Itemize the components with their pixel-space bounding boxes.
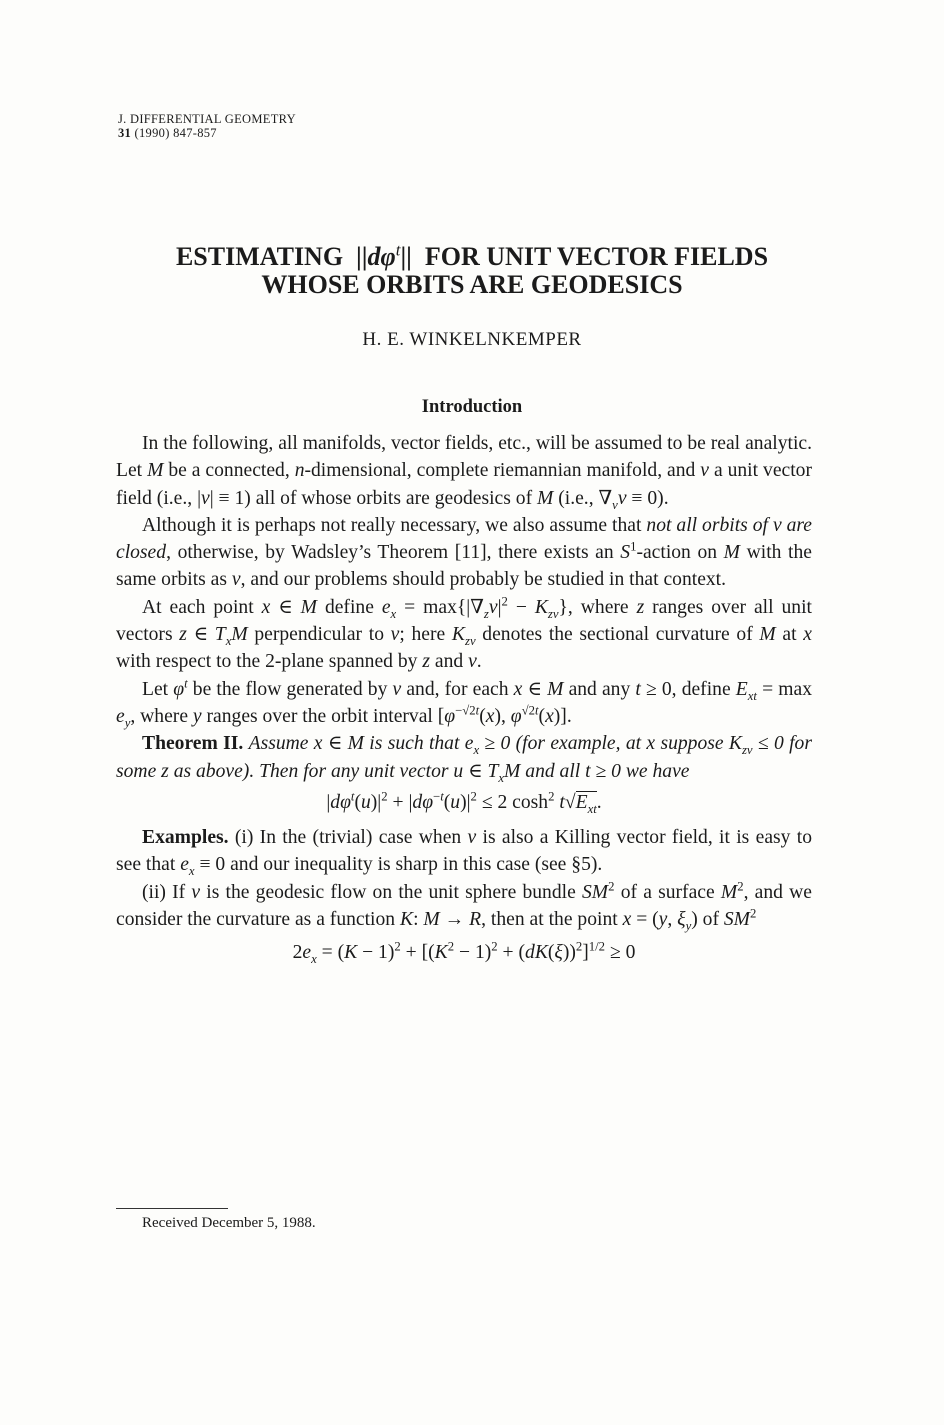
journal-name: J. DIFFERENTIAL GEOMETRY	[118, 112, 296, 126]
journal-header	[118, 112, 296, 140]
paragraph-2: Although it is perhaps not really necessary, we also assume that not all orbits of v are closed, otherwise, by Wadsley’s Theorem [11], there exists an $S^1$-action on M with the same orbits as v, and our problems should probably be studied in that context.	[116, 514, 813, 591]
journal-volume-line	[118, 126, 296, 140]
theorem-label: Theorem II.	[142, 733, 244, 755]
paragraph-4: Let $\varphi^t$ be the flow generated by v and, for each x ∈ M and any t ≥ 0, define $E_{xt} = \max e_y$, where y ranges over the orbit interval [$\varphi^{-√2t}(x)$, $\varphi^{√2t}(x)$].	[116, 676, 812, 730]
paper-title	[100, 240, 844, 299]
author-name: H. E. WINKELNKEMPER	[362, 329, 582, 350]
footnote-rule	[116, 1208, 228, 1209]
title-line-1: ESTIMATING $||d\varphi^t||$ FOR UNIT VECTOR FIELDS	[175, 240, 769, 271]
example-ii-equation: $2e_x = (K - 1)^2 + [(K^2 - 1)^2 + (dK(\xi))^2]^{1/2} \ge 0$	[292, 939, 636, 967]
paragraph-1: In the following, all manifolds, vector fields, etc., will be assumed to be real analytic. Let M be a connected, n-dimensional, complete riemannian manifold, and v a unit vector field (i.e., |v| ≡ 1) all of whose orbits are geodesics of M (i.e., $\nabla_vv \equiv 0$).	[116, 433, 812, 512]
body-text	[116, 430, 812, 967]
examples-paragraph: Examples. (i) In the (trivial) case when v is also a Killing vector field, it is easy to see that $e_x \equiv 0$ and our inequality is sharp in this case (see §5).	[116, 827, 812, 879]
theorem-2: Theorem II. Assume x ∈ M is such that $e_x \ge 0$ (for example, at x suppose $K_{zv} \le 0$ for some z as above). Then for any unit vector u ∈ $T_xM$ and all t ≥ 0 we have	[116, 733, 812, 785]
section-heading: Introduction	[421, 397, 523, 417]
examples-label: Examples.	[142, 827, 229, 849]
paragraph-3: At each point x ∈ M define $e_x = \max\{|\nabla_zv|^2 - K_{zv}\}$, where z ranges over all unit vectors z ∈ $T_xM$ perpendicular to v; here $K_{zv}$ denotes the sectional curvature of M at x with respect to the 2-plane spanned by z and v.	[116, 594, 812, 673]
example-ii: (ii) If v is the geodesic flow on the unit sphere bundle $SM^2$ of a surface $M^2$, and we consider the curvature as a function K: M → R, then at the point x = (y, $\xi_y$) of $SM^2$	[116, 879, 812, 933]
theorem-equation: $|d\varphi^t(u)|^2 + |d\varphi^{-t}(u)|^2 \le 2$ $\cosh^2 t√E_{xt}$.	[326, 789, 602, 816]
journal-volume: 31	[118, 126, 132, 140]
footnote: Received December 5, 1988.	[142, 1215, 316, 1231]
title-line-2: WHOSE ORBITS ARE GEODESICS	[261, 270, 683, 299]
journal-year-pages: (1990) 847-857	[134, 126, 217, 140]
